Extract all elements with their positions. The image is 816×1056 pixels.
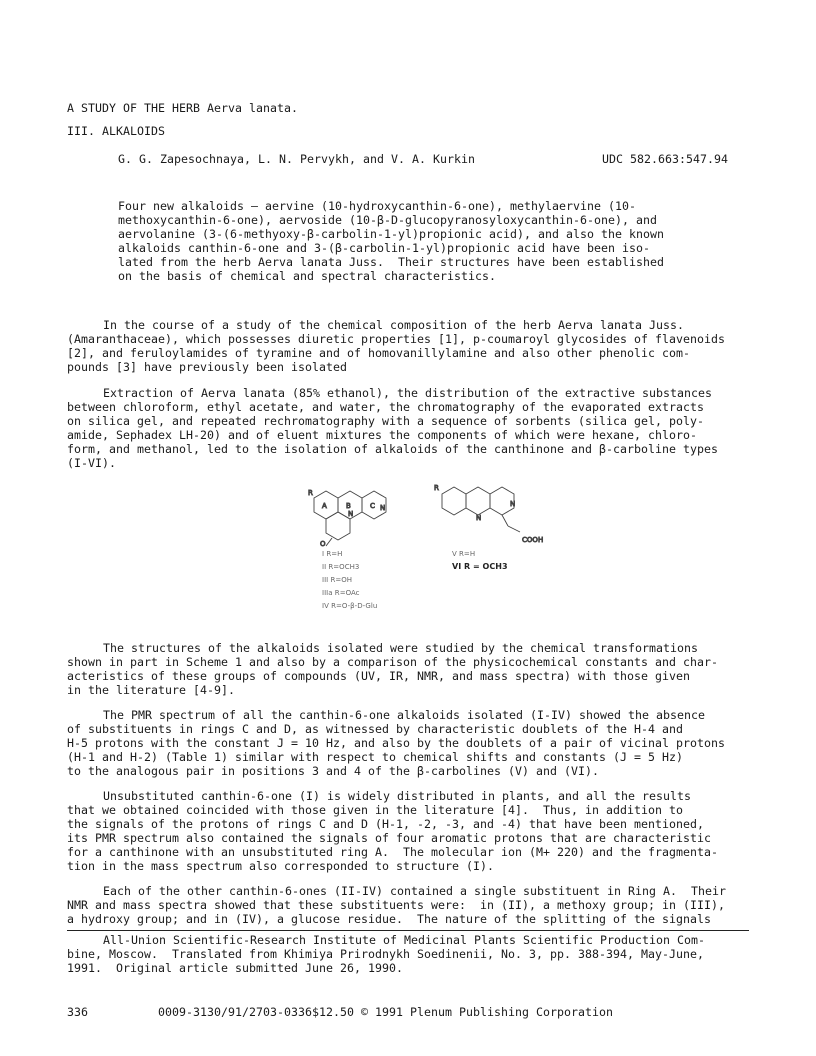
body-line: acteristics of these groups of compounds (UV, IR, NMR, and mass spectra) with those given bbox=[67, 669, 691, 683]
right-structure-labels bbox=[452, 550, 508, 571]
page-number: 336 bbox=[67, 1005, 89, 1019]
abstract-line: methoxycanthin-6-one), aervoside (10-β-D-glucopyranosyloxycanthin-6-one), and bbox=[118, 213, 658, 227]
paragraph-intro bbox=[67, 318, 725, 374]
body-line: in the literature [4-9]. bbox=[67, 683, 236, 697]
compound-label: IIIa R=OAc bbox=[322, 589, 360, 597]
paragraph-pmr bbox=[67, 708, 725, 778]
svg-text:N: N bbox=[380, 504, 386, 512]
body-line: [2], and feruloylamides of tyramine and of homovanillylamine and also other phenolic com- bbox=[67, 346, 691, 360]
abstract bbox=[118, 199, 664, 283]
body-line: its PMR spectrum also contained the signals of four aromatic protons that are characteristic bbox=[67, 831, 712, 845]
abstract-line: on the basis of chemical and spectral characteristics. bbox=[118, 269, 497, 283]
body-line: for a canthinone with an unsubstituted ring A. The molecular ion (M+ 220) and the fragmenta- bbox=[67, 845, 719, 859]
body-line: between chloroform, ethyl acetate, and water, the chromatography of the evaporated extracts bbox=[67, 400, 705, 414]
paragraph-structures bbox=[67, 641, 718, 697]
paragraph-substituents bbox=[67, 884, 726, 926]
body-line: on silica gel, and repeated rechromatography with a sequence of sorbents (silica gel, poly- bbox=[67, 414, 705, 428]
body-line: to the analogous pair in positions 3 and 4 of the β-carbolines (V) and (VI). bbox=[67, 764, 600, 778]
body-line: Unsubstituted canthin-6-one (I) is widely distributed in plants, and all the results bbox=[103, 789, 692, 803]
svg-text:N: N bbox=[510, 500, 516, 508]
compound-label: III R=OH bbox=[322, 576, 353, 584]
footnote-rule bbox=[67, 930, 749, 931]
compound-label: V R=H bbox=[452, 550, 476, 558]
copyright-line: 0009-3130/91/2703-0336$12.50 © 1991 Plenum Publishing Corporation bbox=[158, 1005, 614, 1019]
body-line: H-5 protons with the constant J = 10 Hz, and also by the doublets of a pair of vicinal protons bbox=[67, 736, 726, 750]
svg-text:R: R bbox=[308, 489, 313, 497]
svg-text:B: B bbox=[346, 502, 351, 510]
body-line: of substituents in rings C and D, as witnessed by characteristic doublets of the H-4 and bbox=[67, 722, 684, 736]
footnote-line: All-Union Scientific-Research Institute of Medicinal Plants Scientific Production Com- bbox=[103, 933, 706, 947]
paragraph-extraction bbox=[67, 386, 718, 470]
svg-text:N: N bbox=[348, 510, 354, 518]
body-line: In the course of a study of the chemical composition of the herb Aerva lanata Juss. bbox=[103, 318, 685, 332]
compound-label: II R=OCH3 bbox=[322, 563, 360, 571]
paper-title-line1: A STUDY OF THE HERB Aerva lanata. bbox=[67, 101, 299, 115]
abstract-line: alkaloids canthin-6-one and 3-(β-carbolin-1-yl)propionic acid have been iso- bbox=[118, 241, 651, 255]
abstract-line: aervolanine (3-(6-methyoxy-β-carbolin-1-yl)propionic acid), and also the known bbox=[118, 227, 665, 241]
body-line: shown in part in Scheme 1 and also by a comparison of the physicochemical constants and char- bbox=[67, 655, 719, 669]
svg-text:O: O bbox=[320, 540, 326, 548]
compound-label: VI R = OCH3 bbox=[452, 562, 508, 571]
body-line: that we obtained coincided with those given in the literature [4]. Thus, in addition to bbox=[67, 803, 684, 817]
structure-figure bbox=[296, 468, 556, 628]
left-structure-labels bbox=[322, 550, 377, 610]
body-line: a hydroxy group; and in (IV), a glucose residue. The nature of the splitting of the signals bbox=[67, 912, 712, 926]
body-line: the signals of the protons of rings C and D (H-1, -2, -3, and -4) that have been mentioned, bbox=[67, 817, 705, 831]
body-line: tion in the mass spectrum also corresponded to structure (I). bbox=[67, 859, 495, 873]
compound-label: IV R=O-β-D-Glu bbox=[322, 602, 378, 610]
svg-text:R: R bbox=[434, 484, 439, 492]
body-line: NMR and mass spectra showed that these substituents were: in (II), a methoxy group; in (III), bbox=[67, 898, 726, 912]
footnote-line: 1991. Original article submitted June 26, 1990. bbox=[67, 961, 404, 975]
body-line: The structures of the alkaloids isolated were studied by the chemical transformations bbox=[103, 641, 699, 655]
body-line: Extraction of Aerva lanata (85% ethanol), the distribution of the extractive substances bbox=[103, 386, 713, 400]
body-line: form, and methanol, led to the isolation of alkaloids of the canthinone and β-carboline types bbox=[67, 442, 719, 456]
body-line: Each of the other canthin-6-ones (II-IV) contained a single substituent in Ring A. Their bbox=[103, 884, 727, 898]
paper-title-line2: III. ALKALOIDS bbox=[67, 124, 166, 138]
authors: G. G. Zapesochnaya, L. N. Pervykh, and V. A. Kurkin bbox=[118, 152, 476, 166]
svg-text:C: C bbox=[370, 502, 375, 510]
body-line: amide, Sephadex LH-20) and of eluent mixtures the components of which were hexane, chloro- bbox=[67, 428, 698, 442]
cooh-label: COOH bbox=[522, 536, 544, 544]
paragraph-canthinone bbox=[67, 789, 718, 873]
canthinone-structure bbox=[308, 489, 386, 548]
body-line: The PMR spectrum of all the canthin-6-one alkaloids isolated (I-IV) showed the absence bbox=[103, 708, 706, 722]
chemical-structures bbox=[296, 468, 556, 628]
udc-code: UDC 582.663:547.94 bbox=[602, 152, 729, 166]
abstract-line: lated from the herb Aerva lanata Juss. Their structures have been established bbox=[118, 255, 665, 269]
body-line: (H-1 and H-2) (Table 1) similar with respect to chemical shifts and constants (J = 5 Hz) bbox=[67, 750, 684, 764]
footnote-line: bine, Moscow. Translated from Khimiya Prirodnykh Soedinenii, No. 3, pp. 388-394, May-June, bbox=[67, 947, 705, 961]
affiliation-footnote bbox=[67, 933, 705, 975]
body-line: (I-VI). bbox=[67, 456, 117, 470]
carboline-structure bbox=[434, 484, 543, 544]
abstract-line: Four new alkaloids — aervine (10-hydroxycanthin-6-one), methylaervine (10- bbox=[118, 199, 637, 213]
svg-text:N: N bbox=[476, 514, 482, 522]
body-line: pounds [3] have previously been isolated bbox=[67, 360, 348, 374]
svg-text:A: A bbox=[322, 502, 327, 510]
compound-label: I R=H bbox=[322, 550, 343, 558]
body-line: (Amaranthaceae), which possesses diuretic properties [1], p-coumaroyl glycosides of flavenoids bbox=[67, 332, 726, 346]
